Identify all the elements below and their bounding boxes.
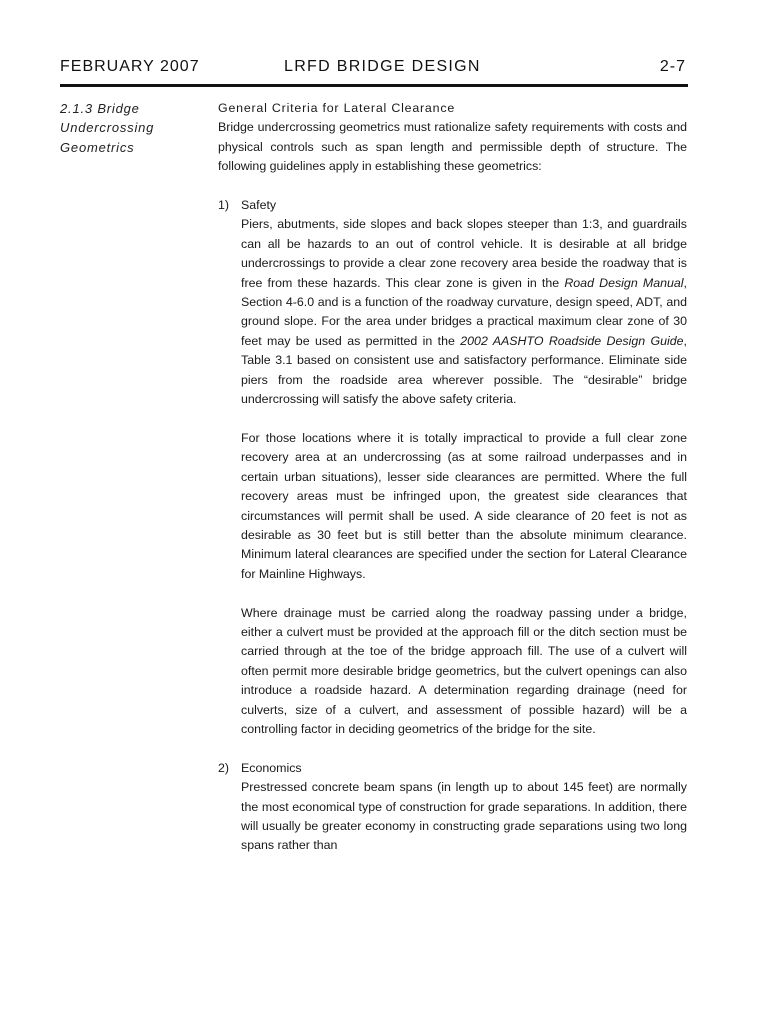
header-date: FEBRUARY 2007 [60,58,200,75]
list-number: 2) [218,760,230,775]
list-item-economics [218,759,687,856]
list-item-title: Economics [241,760,302,775]
header-title: LRFD BRIDGE DESIGN [284,58,481,75]
page-number: 2-7 [659,58,686,75]
list-item-title: Safety [241,198,277,213]
list-item-safety [218,196,687,739]
intro-paragraph: Bridge undercrossing geometrics must rationalize safety requirements with costs and physical controls such as span length and permissible depth of structure. The following guidelines apply in establishing these geometrics: [218,120,687,174]
economics-paragraph-1: Prestressed concrete beam spans (in length up to about 145 feet) are normally the most economical type of construction for grade separations. In addition, there will usually be greater economy in constructing grade separations using two long spans rather than [241,780,687,853]
section-title: General Criteria for Lateral Clearance [218,101,456,115]
page-header [60,58,688,80]
section-side-heading [60,99,210,157]
reference-title: Road Design Manual [564,275,684,290]
side-heading-line: Geometrics [60,139,135,155]
side-heading-line: Undercrossing [60,120,155,136]
side-heading-line: 2.1.3 Bridge [60,101,140,116]
header-rule [60,84,688,87]
safety-paragraph-2: For those locations where it is totally impractical to provide a full clear zone recovery area at an undercrossing (as at some railroad underpasses and in certain urban situations), lesser side clearances are permitted. Where the full recovery areas must be infringed upon, the greatest side clearances that circumstances will permit shall be used. A side clearance of 20 feet is not as desirable as 30 feet but is still better than the absolute minimum clearance. Minimum lateral clearances are specified under the section for Lateral Clearance for Mainline Highways. [241,430,687,581]
safety-paragraph-3: Where drainage must be carried along the roadway passing under a bridge, either a culvert must be provided at the approach fill or the ditch section must be carried through at the toe of the bridge approach fill. The use of a culvert will often permit more desirable bridge geometrics, but the culvert openings can also introduce a roadside hazard. A determination regarding drainage (need for culverts, size of a culvert, and assessment of possible hazard) will be a controlling factor in deciding geometrics of the bridge for the site. [241,605,687,736]
safety-paragraph-1: Piers, abutments, side slopes and back slopes steeper than 1:3, and guardrails can all be hazards to an out of control vehicle. It is desirable at all bridge undercrossings to provide a clear zone recovery area beside the roadway that is free from these hazards. This clear zone is given in the Road Design Manual, Section 4-6.0 and is a function of the roadway curvature, design speed, ADT, and ground slope. For the area under bridges a practical maximum clear zone of 30 feet may be used as permitted in the 2002 AASHTO Roadside Design Guide, Table 3.1 based on consistent use and satisfactory performance. Eliminate side piers from the roadside area wherever possible. The “desirable” bridge undercrossing will satisfy the above safety criteria. [241,217,687,407]
main-content [218,99,687,856]
list-number: 1) [218,198,230,213]
reference-title: 2002 AASHTO Roadside Design Guide [460,333,684,348]
